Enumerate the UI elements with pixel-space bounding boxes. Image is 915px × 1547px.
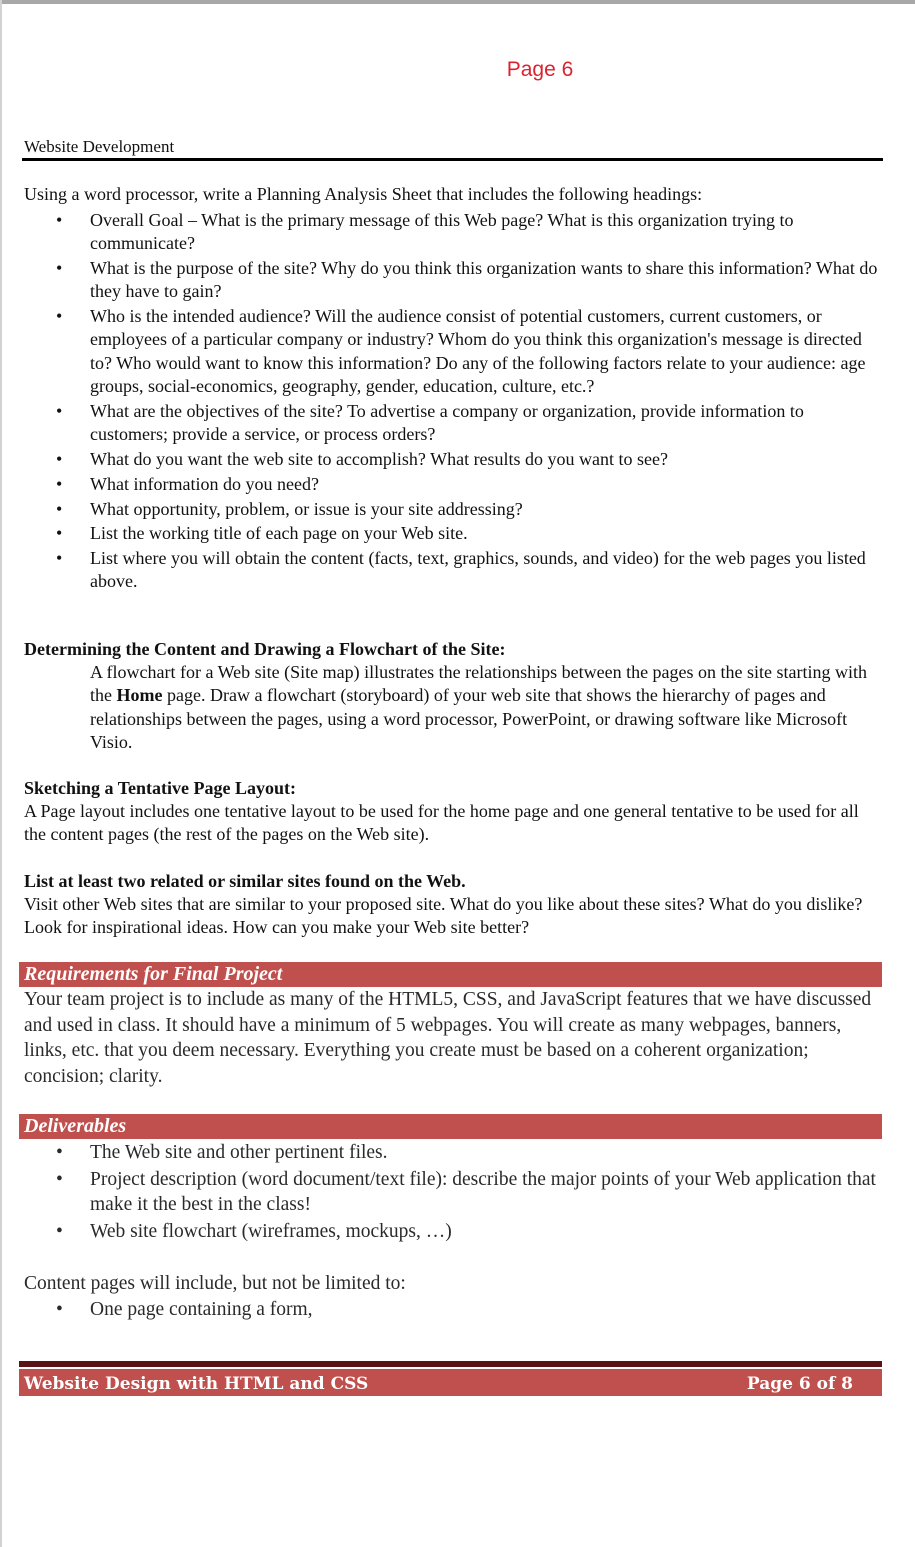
footer-title: Website Design with HTML and CSS: [24, 1374, 369, 1394]
requirements-heading: Requirements for Final Project: [19, 962, 882, 987]
list-item: • What information do you need?: [24, 473, 884, 496]
layout-heading: Sketching a Tentative Page Layout:: [24, 778, 297, 798]
list-item: • What opportunity, problem, or issue is your site addressing?: [24, 498, 884, 521]
planning-intro: Using a word processor, write a Planning Analysis Sheet that includes the following headings:: [24, 184, 703, 204]
flowchart-heading: Determining the Content and Drawing a Flowchart of the Site:: [24, 639, 506, 659]
related-heading: List at least two related or similar sites found on the Web.: [24, 871, 466, 891]
left-border: [0, 0, 2, 1547]
list-item: • Web site flowchart (wireframes, mockups, …): [24, 1219, 884, 1245]
list-item: • What is the purpose of the site? Why do you think this organization wants to share this information? What do they have to gain?: [24, 257, 884, 304]
flowchart-text: [90, 661, 882, 754]
header-rule: [22, 158, 883, 161]
footer-rule: [19, 1361, 882, 1367]
related-text: Visit other Web sites that are similar to your proposed site. What do you like about these sites? What do you dislike? Look for inspirational ideas. How can you make your Web site better?: [24, 894, 863, 938]
document-header: Website Development: [24, 137, 175, 156]
planning-list: [24, 209, 884, 595]
list-item: • What do you want the web site to accomplish? What results do you want to see?: [24, 448, 884, 471]
footer-page-number: Page 6 of 8: [746, 1374, 853, 1394]
requirements-text: Your team project is to include as many of the HTML5, CSS, and JavaScript features that we have discussed and used in class. It should have a minimum of 5 webpages. You will create as many webpages, banners, links, etc. that you deem necessary. Everything you create must be based on a coherent organization; concision; clarity.: [24, 989, 872, 1087]
list-item: • The Web site and other pertinent files.: [24, 1140, 884, 1166]
layout-text: A Page layout includes one tentative layout to be used for the home page and one general tentative to be used for all the content pages (the rest of the pages on the Web site).: [24, 801, 859, 845]
deliverables-list: [24, 1140, 884, 1245]
flowchart-text-bold: Home: [116, 685, 163, 706]
top-border: [0, 0, 915, 4]
deliverables-heading: Deliverables: [19, 1114, 882, 1139]
content-pages-intro: Content pages will include, but not be limited to:: [24, 1273, 406, 1294]
list-item: • List the working title of each page on your Web site.: [24, 522, 884, 545]
page-footer: [19, 1369, 882, 1396]
list-item: • Project description (word document/text file): describe the major points of your Web application that make it the best in the class!: [24, 1167, 884, 1218]
flowchart-text-start: A flowchart for a Web site (Site map) illustrates the relationships between the pages on the site starting with the: [90, 662, 868, 706]
list-item: • List where you will obtain the content (facts, text, graphics, sounds, and video) for the web pages you listed above.: [24, 547, 884, 594]
content-pages-list: [24, 1297, 884, 1324]
list-item: • What are the objectives of the site? To advertise a company or organization, provide information to customers; provide a service, or process orders?: [24, 400, 884, 447]
list-item: • Who is the intended audience? Will the audience consist of potential customers, current customers, or employees of a particular company or industry? Whom do you think this organization's message is directed to? Who would want to know this information? Do any of the following factors relate to your audience: age groups, social-economics, geography, gender, education, culture, etc.?: [24, 305, 884, 398]
list-item: • One page containing a form,: [24, 1297, 884, 1323]
page-indicator: Page 6: [506, 58, 574, 81]
list-item: • Overall Goal – What is the primary message of this Web page? What is this organization trying to communicate?: [24, 209, 884, 256]
flowchart-text-end: page. Draw a flowchart (storyboard) of your web site that shows the hierarchy of pages and relationships between the pages, using a word processor, PowerPoint, or drawing software like Microsoft Visio.: [90, 685, 848, 752]
